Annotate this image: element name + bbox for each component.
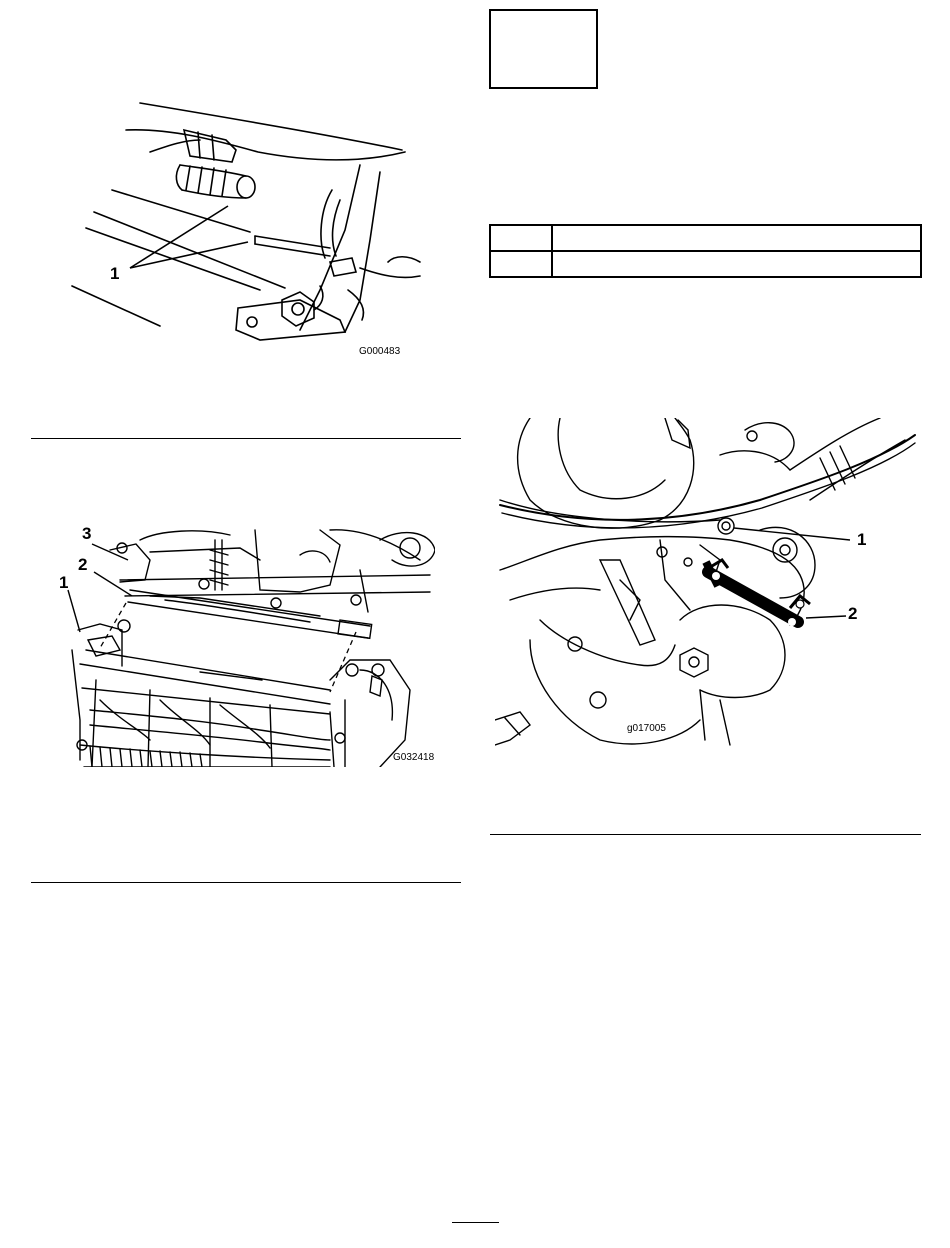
callout-2: 2	[78, 555, 88, 574]
callout-3: 3	[82, 524, 92, 543]
callout-2: 2	[848, 604, 858, 623]
callout-1: 1	[857, 530, 867, 549]
callout-1: 1	[59, 573, 69, 592]
figure-id: G032418	[393, 752, 435, 763]
callout-1: 1	[110, 264, 120, 283]
footer-rule	[452, 1222, 499, 1223]
divider	[31, 882, 461, 883]
figure-id: g017005	[627, 723, 666, 734]
divider	[490, 834, 921, 835]
figure-id: G000483	[359, 346, 401, 357]
